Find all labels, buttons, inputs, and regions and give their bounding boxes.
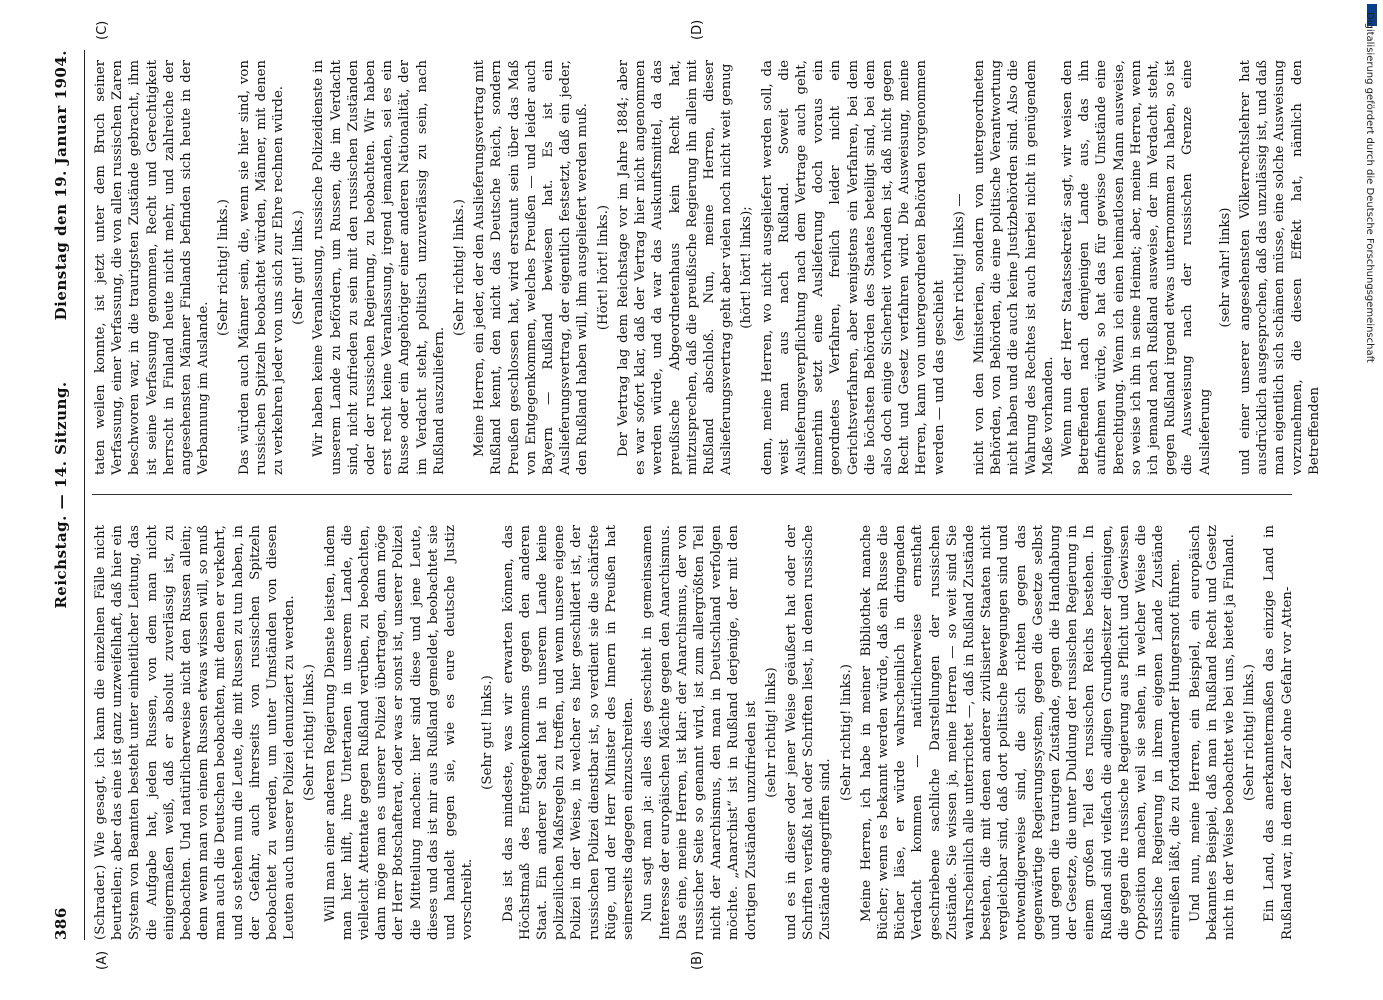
paragraph: (Schrader.) Wie gesagt, ich kann die einzelnen Fälle nicht beurteilen; aber das eine ist ganz unzweifelhaft, daß hier ein System von Beamten besteht unter einheitlicher Leitung, das die Aufgabe hat, jeden Russen, von dem man nicht einigermaßen weiß, daß er absolut zuverlässig ist, zu beobachten. Und natürlicherweise nicht den Russen allein; denn wenn man von einem Russen etwas wissen will, so muß man auch die Deutschen beobachten, mit denen er verkehrt, und so stehen nun die Leute, die mit Russen zu tun haben, in der Gefahr, auch ihrerseits von russischen Spitzeln beobachtet zu werden, um unter Umständen von diesen Leuten auch unserer Polizei denunziert zu werden. (93, 525, 298, 940)
margin-marker-b: (B) (690, 950, 705, 970)
interjection: (hört! hört! links); (739, 206, 755, 329)
paragraph: Meine Herren, ein jeder, der den Auslieferungsvertrag mit Rußland kennt, den nicht das Deutsche Reich, sondern Preußen geschlossen hat, wird erstaunt sein über das Maß von Entgegenkommen, welches Preußen — und leider auch Bayern — Rußland bewiesen hat. Es ist ein Auslieferungsvertrag, der eigentlich festsetzt, daß ein jeder, den Rußland haben will, ihm ausgeliefert werden muß. (472, 60, 591, 475)
interjection: (sehr wahr! links) (1217, 207, 1233, 328)
paragraph: Wir haben keine Veranlassung, russische Polizeidienste in unserem Lande zu befördern, um Russen, die im Verdacht sind, nicht zufrieden zu sein mit den russischen Zuständen oder der russischen Regierung, zu beobachten. Wir haben erst recht keine Veranlassung, irgend jemanden, sei es ein Russe oder ein Angehöriger einer anderen Nationalität, der im Verdacht steht, politisch unzuverlässig zu sein, nach Rußland auszuliefern. (311, 60, 447, 475)
paragraph: nicht von den Ministerien, sondern von untergeordneten Behörden, von Behörden, die eine politische Verantwortung nicht haben und die auch keine Justizbehörden sind. Also die Wahrung des Rechtes ist auch hierbei nicht in genügendem Maße vorhanden. (971, 60, 1056, 475)
paragraph: Und nun, meine Herren, ein Beispiel, ein europäisch bekanntes Beispiel, daß man in Rußland Recht und Gesetz nicht in der Weise beobachtet wie bei uns, bietet ja Finland. (1187, 525, 1237, 940)
margin-marker-d: (D) (690, 19, 705, 40)
paragraph: denn, meine Herren, wo nicht ausgeliefert werden soll, da weist man aus nach Rußland. Soweit die Auslieferungsverpflichtung nach dem Vertrage auch geht, immerhin setzt eine Auslieferung doch voraus ein geordnetes Verfahren, freilich leider nicht ein Gerichtsverfahren, aber wenigstens ein Verfahren, bei dem die höchsten Behörden des Staates beteiligt sind, bei dem also doch einige Sicherheit vorhanden ist, daß nicht gegen Recht und Gesetz verfahren wird. Die Ausweisung, meine Herren, kann von untergeordneten Behörden vorgenommen werden — und das geschieht (759, 60, 947, 475)
paragraph: Nun sagt man ja: alles dies geschieht in gemeinsamen Interesse der europäischen Mächte gegen den Anarchismus. Das eine, meine Herren, ist klar: der Anarchismus, der von russischer Seite so genannt wird, ist zum allergrößten Teil nicht der Anarchismus, den man in Deutschland verfolgen möchte. „Anarchist“ ist in Rußland derjenige, der mit den dortigen Zuständen unzufrieden ist (640, 525, 759, 940)
interjection: (Sehr gut! links.) (291, 210, 307, 325)
interjection: (Sehr richtig! links.) (452, 199, 468, 336)
margin-marker-c: (C) (95, 20, 110, 40)
paragraph: Ein Land, das anerkanntermaßen das einzige Land in Rußland war, in dem der Zar ohne Gefahr vor Atten- (1262, 525, 1295, 940)
interjection: (Sehr richtig! links.) (216, 199, 232, 336)
text-column-left (92, 525, 1302, 940)
interjection: (sehr richtig! links) (763, 667, 779, 798)
interjection: (Sehr gut! links.) (480, 675, 496, 790)
page-number: 386 (52, 907, 70, 940)
paragraph: und es in dieser oder jener Weise geäußert hat oder der Schriften verfaßt hat oder Schriften liest, in denen russische Zustände angegriffen sind. (783, 525, 834, 940)
margin-marker-a: (A) (95, 950, 110, 970)
interjection: (sehr richtig! links) — (951, 193, 967, 342)
text-column-right (92, 60, 1322, 475)
session-date: Dienstag den 19. Januar 1904. (52, 50, 70, 321)
page-header (48, 50, 76, 940)
interjection: (Sehr richtig! links.) (838, 664, 854, 801)
paragraph: Will man einer anderen Regierung Dienste leisten, indem man hier hilft, ihre Untertanen in unserem Lande, die vielleicht Attentate gegen Rußland verüben, zu beobachten, dann möge man es unserer Polizei übertragen, dann möge der Herr Botschafterat, oder was er sonst ist, unserer Polizei die Mitteilung machen: hier sind diese und jene Leute, dieses und das ist mir aus Rußland gemeldet, beobachtet sie und handelt gegen sie, wie es eure deutsche Justiz vorschreibt. (322, 525, 476, 940)
interjection: (Sehr richtig! links.) (302, 664, 318, 801)
interjection: (Sehr richtig! links.) (1242, 664, 1258, 801)
column-divider (92, 494, 1292, 495)
session-title: Reichstag. — 14. Sitzung. (52, 381, 70, 609)
interjection: (Hört! hört! links.) (595, 204, 611, 331)
paragraph: Das ist das mindeste, was wir erwarten können, das Höchstmaß des Entgegenkommens gegen den anderen Staat. Ein anderer Staat hat in unserem Lande keine polizeilichen Maßregeln zu treffen, und wenn unsere eigene Polizei in der Weise, in welcher es hier geschildert ist, der russischen Polizei dienstbar ist, so verdient sie die schärfste Rüge, und der Herr Minister des Innern in Preußen hat seinerseits dagegen einzuschreiten. (500, 525, 637, 940)
paragraph: Wenn nun der Herr Staatssekretär sagt, wir weisen den Betreffenden nach demjenigen Lande aus, das ihn aufnehmen würde, so hat das für gewisse Umstände eine Berechtigung. Wenn ich einen heimatlosen Mann ausweise, so weise ich ihn in seine Heimat; aber, meine Herren, wenn ich jemand nach Rußland ausweise, der im Verdacht steht, gegen Rußland irgend etwas unternommen zu haben, so ist die Ausweisung nach der russischen Grenze eine Auslieferung (1059, 60, 1213, 475)
paragraph: Das würden auch Männer sein, die, wenn sie hier sind, von russischen Spitzeln beobachtet würden, Männer, mit denen zu verkehren jeder von uns sich zur Ehre rechnen würde. (236, 60, 287, 475)
paragraph: Meine Herren, ich habe in meiner Bibliothek manche Bücher; wenn es bekannt werden würde, daß ein Russe die Bücher läse, er würde wahrscheinlich in dringenden Verdacht kommen — natürlicherweise ernsthaft geschriebene sachliche Darstellungen der russischen Zustände. Sie wissen ja, meine Herren — so weit sind Sie wahrscheinlich alle unterrichtet —, daß in Rußland Zustände bestehen, die mit denen anderer zivilisierter Staaten nicht vergleichbar sind, daß dort politische Bewegungen sind und notwendigerweise sind, die sich richten gegen das gegenwärtige Regierungssystem, gegen die Gesetze selbst und gegen die traurigen Zustände, gegen die Handhabung der Gesetze, die unter Duldung der russischen Regierung in einem großen Teil des russischen Reichs bestehen. In Rußland sind vielfach die adligen Grundbesitzer diejenigen, die gegen die russische Regierung aus Pflicht und Gewissen Opposition machen, weil sie sehen, in welcher Weise die russische Regierung in ihrem eigenen Lande Zustände einreißen läßt, die zu fortdauernder Hungersnot führen. (858, 525, 1184, 940)
paragraph: taten weilen konnte, ist jetzt unter dem Bruch seiner Verfassung, einer Verfassung, die von allen russischen Zaren beschworen war, in die traurigsten Zustände gebracht, ihm ist seine Verfassung genommen, Recht und Gerechtigkeit herrscht in Finland heute nicht mehr, und zahlreiche der angesehensten Männer Finlands befinden sich heute in der Verbannung im Auslande. (93, 60, 212, 475)
paragraph: und einer unserer angesehensten Völkerrechtslehrer hat ausdrücklich ausgesprochen, daß das unzulässig ist, und daß man eigentlich sich schämen müsse, eine solche Ausweisung vorzunehmen, die diesen Effekt hat, nämlich den Betreffenden (1238, 60, 1322, 475)
credit-text: Digitalisierung gefördert durch die Deutsche Forschungsgemeinschaft (1364, 12, 1375, 363)
digitization-credit (1363, 12, 1377, 982)
paragraph: Der Vertrag lag dem Reichstage vor im Jahre 1884; aber es war sofort klar, daß der Vertrag hier nicht angenommen werden würde, und da war das Auskunftsmittel, da das preußische Abgeordnetenhaus kein Recht hat, mitzusprechen, daß die preußische Regierung ihn allein mit Rußland abschloß. Nun, meine Herren, dieser Auslieferungsvertrag geht aber vielen noch nicht weit genug (615, 60, 735, 475)
header-rule (84, 50, 85, 940)
